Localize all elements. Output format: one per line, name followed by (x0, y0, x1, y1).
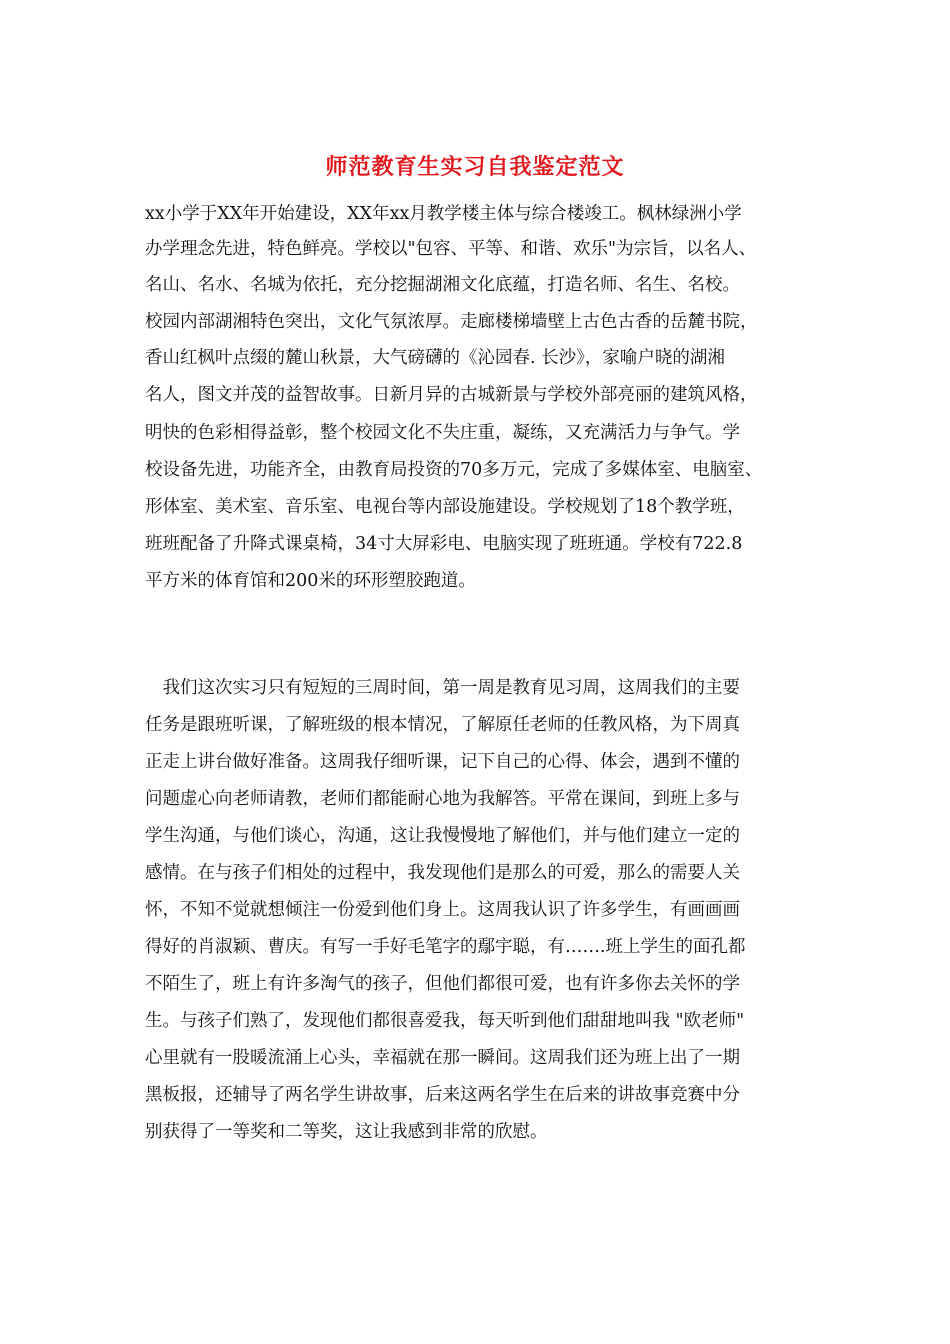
paragraph-line: 名人，图文并茂的益智故事。日新月异的古城新景与学校外部亮丽的建筑风格， (145, 385, 758, 405)
paragraph-line: 感情。在与孩子们相处的过程中，我发现他们是那么的可爱，那么的需要人关 (145, 863, 740, 883)
paragraph-line: 平方米的体育馆和200米的环形塑胶跑道。 (145, 571, 476, 591)
paragraph-line: 生。与孩子们熟了，发现他们都很喜爱我，每天听到他们甜甜地叫我 "欧老师" (145, 1011, 745, 1031)
paragraph-line: 正走上讲台做好准备。这周我仔细听课，记下自己的心得、体会，遇到不懂的 (145, 752, 740, 772)
paragraph-line: xx小学于XX年开始建设，XX年xx月教学楼主体与综合楼竣工。枫林绿洲小学 (145, 204, 742, 224)
paragraph-line: 学生沟通，与他们谈心，沟通，这让我慢慢地了解他们，并与他们建立一定的 (145, 826, 740, 846)
paragraph-line: 不陌生了，班上有许多淘气的孩子，但他们都很可爱，也有许多你去关怀的学 (145, 974, 740, 994)
paragraph-line: 黑板报，还辅导了两名学生讲故事，后来这两名学生在后来的讲故事竞赛中分 (145, 1085, 740, 1105)
paragraph-line: 校设备先进，功能齐全，由教育局投资的70多万元，完成了多媒体室、电脑室、 (145, 460, 763, 480)
paragraph-line: 心里就有一股暖流涌上心头，幸福就在那一瞬间。这周我们还为班上出了一期 (145, 1048, 740, 1068)
paragraph-line: 明快的色彩相得益彰，整个校园文化不失庄重，凝练，又充满活力与争气。学 (145, 423, 740, 443)
paragraph-line: 形体室、美术室、音乐室、电视台等内部设施建设。学校规划了18个教学班， (145, 497, 745, 517)
paragraph-line: 香山红枫叶点缀的麓山秋景，大气磅礴的《沁园春. 长沙》，家喻户晓的湖湘 (145, 348, 725, 368)
paragraph-line: 班班配备了升降式课桌椅，34寸大屏彩电、电脑实现了班班通。学校有722.8 (145, 534, 743, 554)
paragraph-line: 我们这次实习只有短短的三周时间，第一周是教育见习周，这周我们的主要 (145, 678, 740, 698)
paragraph-line: 名山、名水、名城为依托，充分挖掘湖湘文化底蕴，打造名师、名生、名校。 (145, 275, 740, 295)
paragraph-line: 怀，不知不觉就想倾注一份爱到他们身上。这周我认识了许多学生，有画画画 (145, 900, 740, 920)
paragraph-line: 得好的肖淑颖、曹庆。有写一手好毛笔字的鄢宇聪，有…….班上学生的面孔都 (145, 937, 746, 957)
paragraph-line: 办学理念先进，特色鲜亮。学校以"包容、平等、和谐、欢乐"为宗旨，以名人、 (145, 239, 757, 259)
paragraph-line: 别获得了一等奖和二等奖，这让我感到非常的欣慰。 (145, 1122, 548, 1142)
paragraph-line: 任务是跟班听课，了解班级的根本情况，了解原任老师的任教风格，为下周真 (145, 715, 740, 735)
paragraph-line: 校园内部湖湘特色突出，文化气氛浓厚。走廊楼梯墙壁上古色古香的岳麓书院， (145, 312, 758, 332)
paragraph-line: 问题虚心向老师请教，老师们都能耐心地为我解答。平常在课间，到班上多与 (145, 789, 740, 809)
document-title: 师范教育生实习自我鉴定范文 (325, 154, 625, 180)
